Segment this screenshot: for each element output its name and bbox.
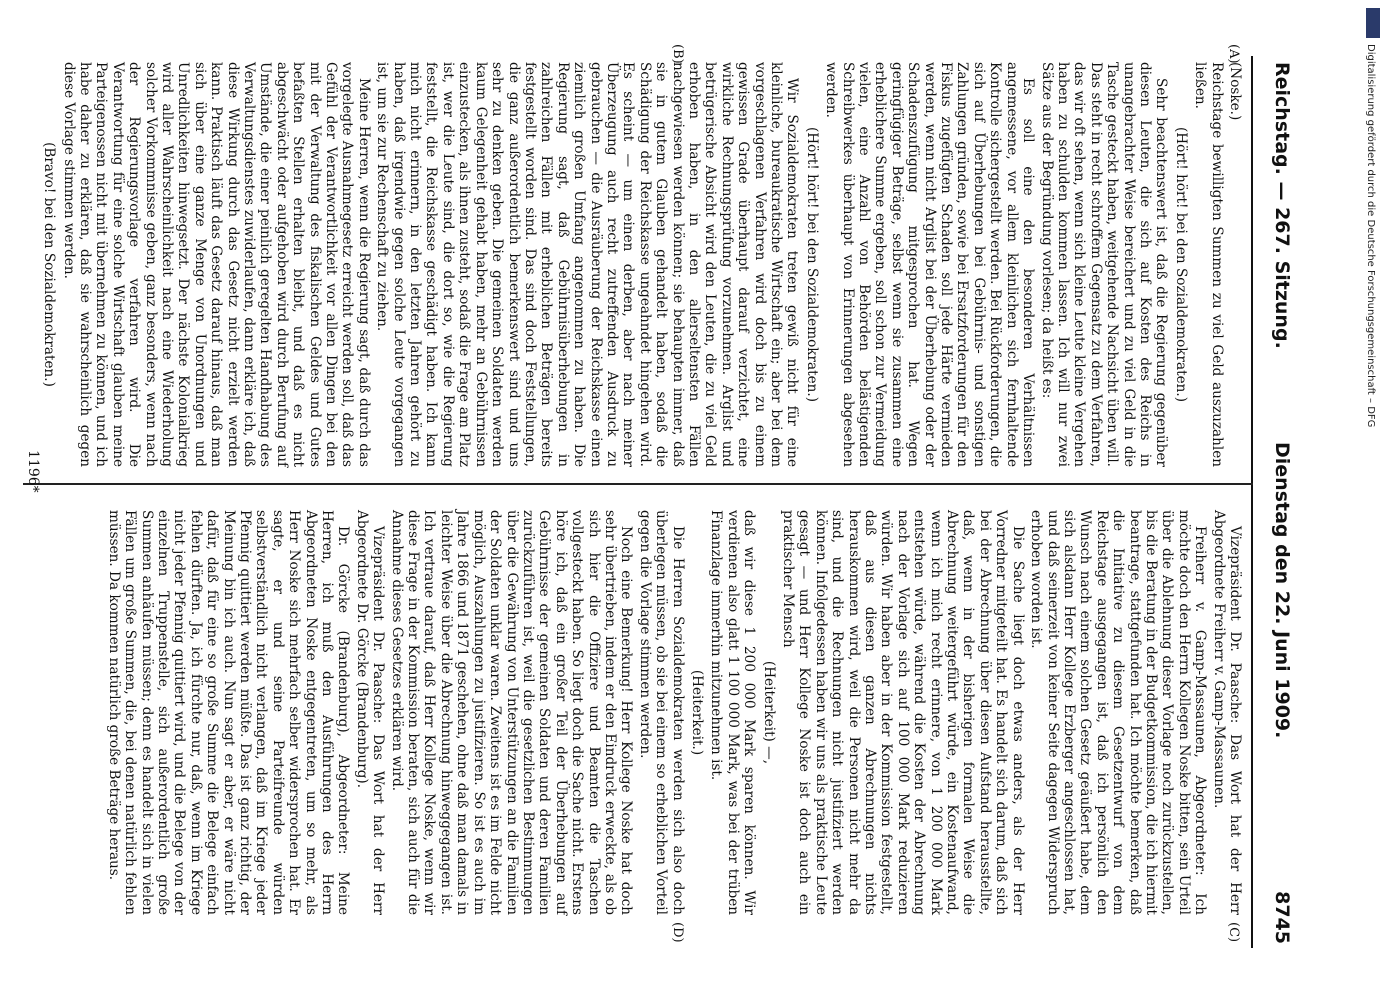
dfg-credit-text: Digitalisierung gefördert durch die Deutsche Forschungsgemeinschaft – DFG <box>1365 44 1376 428</box>
paragraph: Wir Sozialdemokraten treten gewiß nicht für eine kleinliche, bureaukratische Wirtschaft ein; aber bei dem vorgeschlagenen Verfahren wird doch bis zu einem gewissen Grade überhaupt darauf verzichtet, eine wirkliche Rechnungsprüfung vorzunehmen. Arglist und betrügerische Absicht wird den Leuten, die zu viel Geld erhoben haben, in den allerseltensten Fällen nachgewiesen werden können; sie behaupten immer, daß sie in gutem Glauben gehandelt haben, sodaß die Schädigung der Reichskasse ungeahndet hingehen wird. Es scheint — um einen derben, aber nach meiner Überzeugung auch recht zutreffenden Ausdruck zu gebrauchen — die Ausräuberung der Reichskasse einen ziemlich großen Umfang angenommen zu haben. Die Regierung sagt, daß Gebührnisüberhebungen in zahlreichen Fällen mit erheblichen Beträgen bereits festgestellt worden sind. Das sind doch Feststellungen, die ganz außerordentlich bemerkenswert sind und uns sehr zu denken geben. Die gemeinen Soldaten werden kaum Gelegenheit gehabt haben, mehr an Gebührnissen einzustecken, als ihnen zusteht, sodaß die Frage am Platz ist, wer die Leute sind, die dort so, wie die Regierung feststellt, die Reichskasse geschädigt haben. Ich kann mich nicht erinnern, in den letzten Jahren gehört zu haben, daß irgendwie gegen solche Leute vorgegangen ist, um sie zur Rechenschaft zu ziehen. <box>374 62 801 467</box>
column-rule <box>23 483 1253 485</box>
interjection: (Hört! hört! bei den Sozialdemokraten.) <box>803 126 820 402</box>
header-rule <box>1251 56 1253 948</box>
interjection: (Heiterkeit.) <box>689 669 705 756</box>
header-left: Reichstag. — 267. Sitzung. <box>1271 62 1293 349</box>
paragraph: daß wir diese 1 200 000 Mark sparen können. Wir verdienen also glatt 1 100 000 Mark, was bei der trüben Finanzlage immerhin mitzunehmen ist. <box>708 510 758 915</box>
paragraph: Meine Herren, wenn die Regierung sagt, daß durch das vorgelegte Ausnahmegesetz erreicht werden soll, daß das Gefühl der Verantwortlichkeit vor allen Dingen bei den mit der Verwaltung des fiskalischen Geldes und Gutes befaßten Stellen erhalten bleibt, und daß es nicht abgeschwächt oder aufgehoben wird durch Berufung auf Umstände, die einer peinlich geregelten Handhabung des Verwaltungsdienstes zuwiderlaufen, dann erkläre ich, daß diese Wirkung durch das Gesetz nicht erzielt werden kann. Praktisch läuft das Gesetz darauf hinaus, daß man sich über eine ganze Menge von Unordnungen und Unredlichkeiten hinwegsetzt. Der nächste Kolonialkrieg wird aller Wahrscheinlichkeit nach eine Wiederholung solcher Vorkommnisse geben, ganz besonders, wenn nach der Regierungsvorlage verfahren wird. Die Verantwortung für eine solche Wirtschaft glauben meine Parteigenossen nicht mit übernehmen zu können, und ich habe daher zu erklären, daß sie wahrscheinlich gegen diese Vorlage stimmen werden. <box>60 62 372 467</box>
margin-mark-b: (B) <box>670 44 685 64</box>
header-center: Dienstag den 22. Juni 1909. <box>1271 442 1293 739</box>
header-page-number: 8745 <box>1271 891 1293 944</box>
margin-mark-d: (D) <box>670 922 685 943</box>
margin-mark-c: (C) <box>1226 922 1241 943</box>
paragraph: Die Sache liegt doch etwas anders, als der Herr Vorredner mitgeteilt hat. Es handelt sich darum, daß sich bei der Abrechnung über diesen Aufstand herausstellte, daß, wenn in der bisherigen formalen Weise die Abrechnung weitergeführt würde, ein Kostenaufwand, wenn ich mich recht erinnere, von 1 200 000 Mark entstehen würde, während die Kosten der Abrechnung nach der Vorlage sich auf 100 000 Mark reduzieren würden. Wir haben aber in der Kommission festgestellt, daß aus diesen ganzen Abrechnungen nichts herauskommen wird, weil die Personen nicht mehr da sind, und die Rechnungen nicht justifiziert werden können. Infolgedessen haben wir uns als praktische Leute gesagt — und Herr Kollege Noske ist doch auch ein praktischer Mensch <box>780 510 1026 915</box>
paragraph: Reichstage bewilligten Summen zu viel Geld auszuzahlen ließen. <box>1192 62 1225 467</box>
paragraph: Vizepräsident Dr. Paasche: Das Wort hat der Herr Abgeordnete Dr. Görcke (Brandenburg). <box>353 510 387 915</box>
paragraph: Sehr beachtenswert ist, daß die Regierung gegenüber diesen Leuten, die sich auf Kosten des Reichs in unangebrachter Weise bereichert und zu viel Geld in die Tasche gesteckt haben, weitgehende Nachsicht üben will. Das steht in recht schroffem Gegensatz zu dem Verfahren, das wir oft sehen, wenn sich kleine Leute kleine Vergehen haben zu schulden kommen lassen. Ich will nur zwei Sätze aus der Begründung vorlesen; da heißt es: <box>1038 62 1170 467</box>
dfg-logo <box>1366 8 1380 38</box>
interjection: (Bravo! bei den Sozialdemokraten.) <box>41 142 58 387</box>
paragraph: Freiherr v. Gamp-Massaunen, Abgeordneter: Ich möchte doch den Herrn Kollegen Noske bitten, sein Urteil über die Ablehnung dieser Vorlage noch zurückzustellen, bis die Beratung in der Budgetkommission, die ich hiermit beantrage, stattgefunden hat. Ich möchte bemerken, daß die Initiative zu diesem Gesetzentwurf von dem Reichstage ausgegangen ist, daß ich persönlich den Wunsch nach einem solchen Gesetz geäußert habe, dem sich alsdann Herr Kollege Erzberger angeschlossen hat, und daß seinerzeit von keiner Seite dagegen Widerspruch erhoben worden ist. <box>1028 510 1209 915</box>
paragraph: Dr. Görcke (Brandenburg), Abgeordneter: Meine Herren, ich muß den Ausführungen des Herrn Abgeordneten Noske entgegentreten, um so mehr, als Herr Noske sich mehrfach selber widersprochen hat. Er sagte, er und seine Parteifreunde würden selbstverständlich nicht verlangen, daß im Kriege jeder Pfennig quittiert werden müßte. Das ist ganz richtig, der Meinung bin ich auch. Nun sagt er aber, er wäre nicht dafür, daß für eine so große Summe die Belege einfach fehlen dürften. Ja, ich fürchte nur, daß, wenn im Kriege nicht jeder Pfennig quittiert wird, und die Belege von der einzelnen Truppenstelle, sich außerordentlich große Summen anhäufen müssen; denn es handelt sich in vielen Fällen um große Summen, die, bei denen natürlich fehlen müssen. Da kommen natürlich große Beträge heraus. <box>105 510 352 915</box>
margin-mark-a: (A) <box>1226 44 1241 64</box>
interjection: (Hört! hört! bei den Sozialdemokraten.) <box>1172 126 1189 402</box>
paragraph: Vizepräsident Dr. Paasche: Das Wort hat der Herr Abgeordnete Freiherr v. Gamp-Massaunen. <box>1210 510 1243 915</box>
page-header <box>1259 62 1299 944</box>
paragraph: Noch eine Bemerkung! Herr Kollege Noske hat doch sehr übertrieben, indem er den Eindruck erweckte, als ob sich hier die Offiziere und Beamten die Taschen vollgesteckt haben. So liegt doch die Sache nicht. Erstens höre ich, daß ein großer Teil der Überhebungen auf Gebührnisse der gemeinen Soldaten und deren Familien zurückzuführen ist, weil die gesetzlichen Bestimmungen über die Gewährung von Unterstützungen an die Familien der Soldaten unklar waren. Zweitens ist es im Felde nicht möglich, Auszahlungen zu justifizieren. So ist es auch im Jahre 1866 und 1871 geschehen, ohne daß man damals in leichter Weise über die Abrechnung hinweggegangen ist. Ich vertraue darauf, daß Herr Kollege Noske, wenn wir diese Frage in der Kommission beraten, sich auch für die Annahme dieses Gesetzes erklären wird. <box>388 510 635 915</box>
right-column <box>103 510 1243 915</box>
left-column <box>38 62 1243 467</box>
page-footer-signature: 1196* <box>25 450 41 493</box>
speaker-note: (Noske.) <box>1227 62 1243 121</box>
paragraph: Die Herren Sozialdemokraten werden sich also doch überlegen müssen, ob sie bei einem so erheblichen Vorteil gegen die Vorlage stimmen werden. <box>636 510 686 915</box>
quotation: Es soll eine den besonderen Verhältnissen angemessene, vor allem kleinlichen sich fernhaltende Kontrolle sichergestellt werden. Bei Rückforderungen, die sich auf Überhebungen bei Gebührnis- und sonstigen Zahlungen gründen, sowie bei Ersatzforderungen für den Fiskus zugefügten Schaden soll jede Härte vermieden werden, wenn nicht Arglist bei der Überhebung oder der Schadenszufügung mitgesprochen hat. Wegen geringfügiger Beträge, selbst wenn sie zusammen eine erheblichere Summe ergeben, soll schon zur Vermeidung vielen, eine Anzahl von Behörden belästigenden Schreibwerkes überhaupt von Erinnerungen abgesehen werden. <box>823 62 1037 467</box>
interjection: (Heiterkeit) —, <box>760 660 777 765</box>
